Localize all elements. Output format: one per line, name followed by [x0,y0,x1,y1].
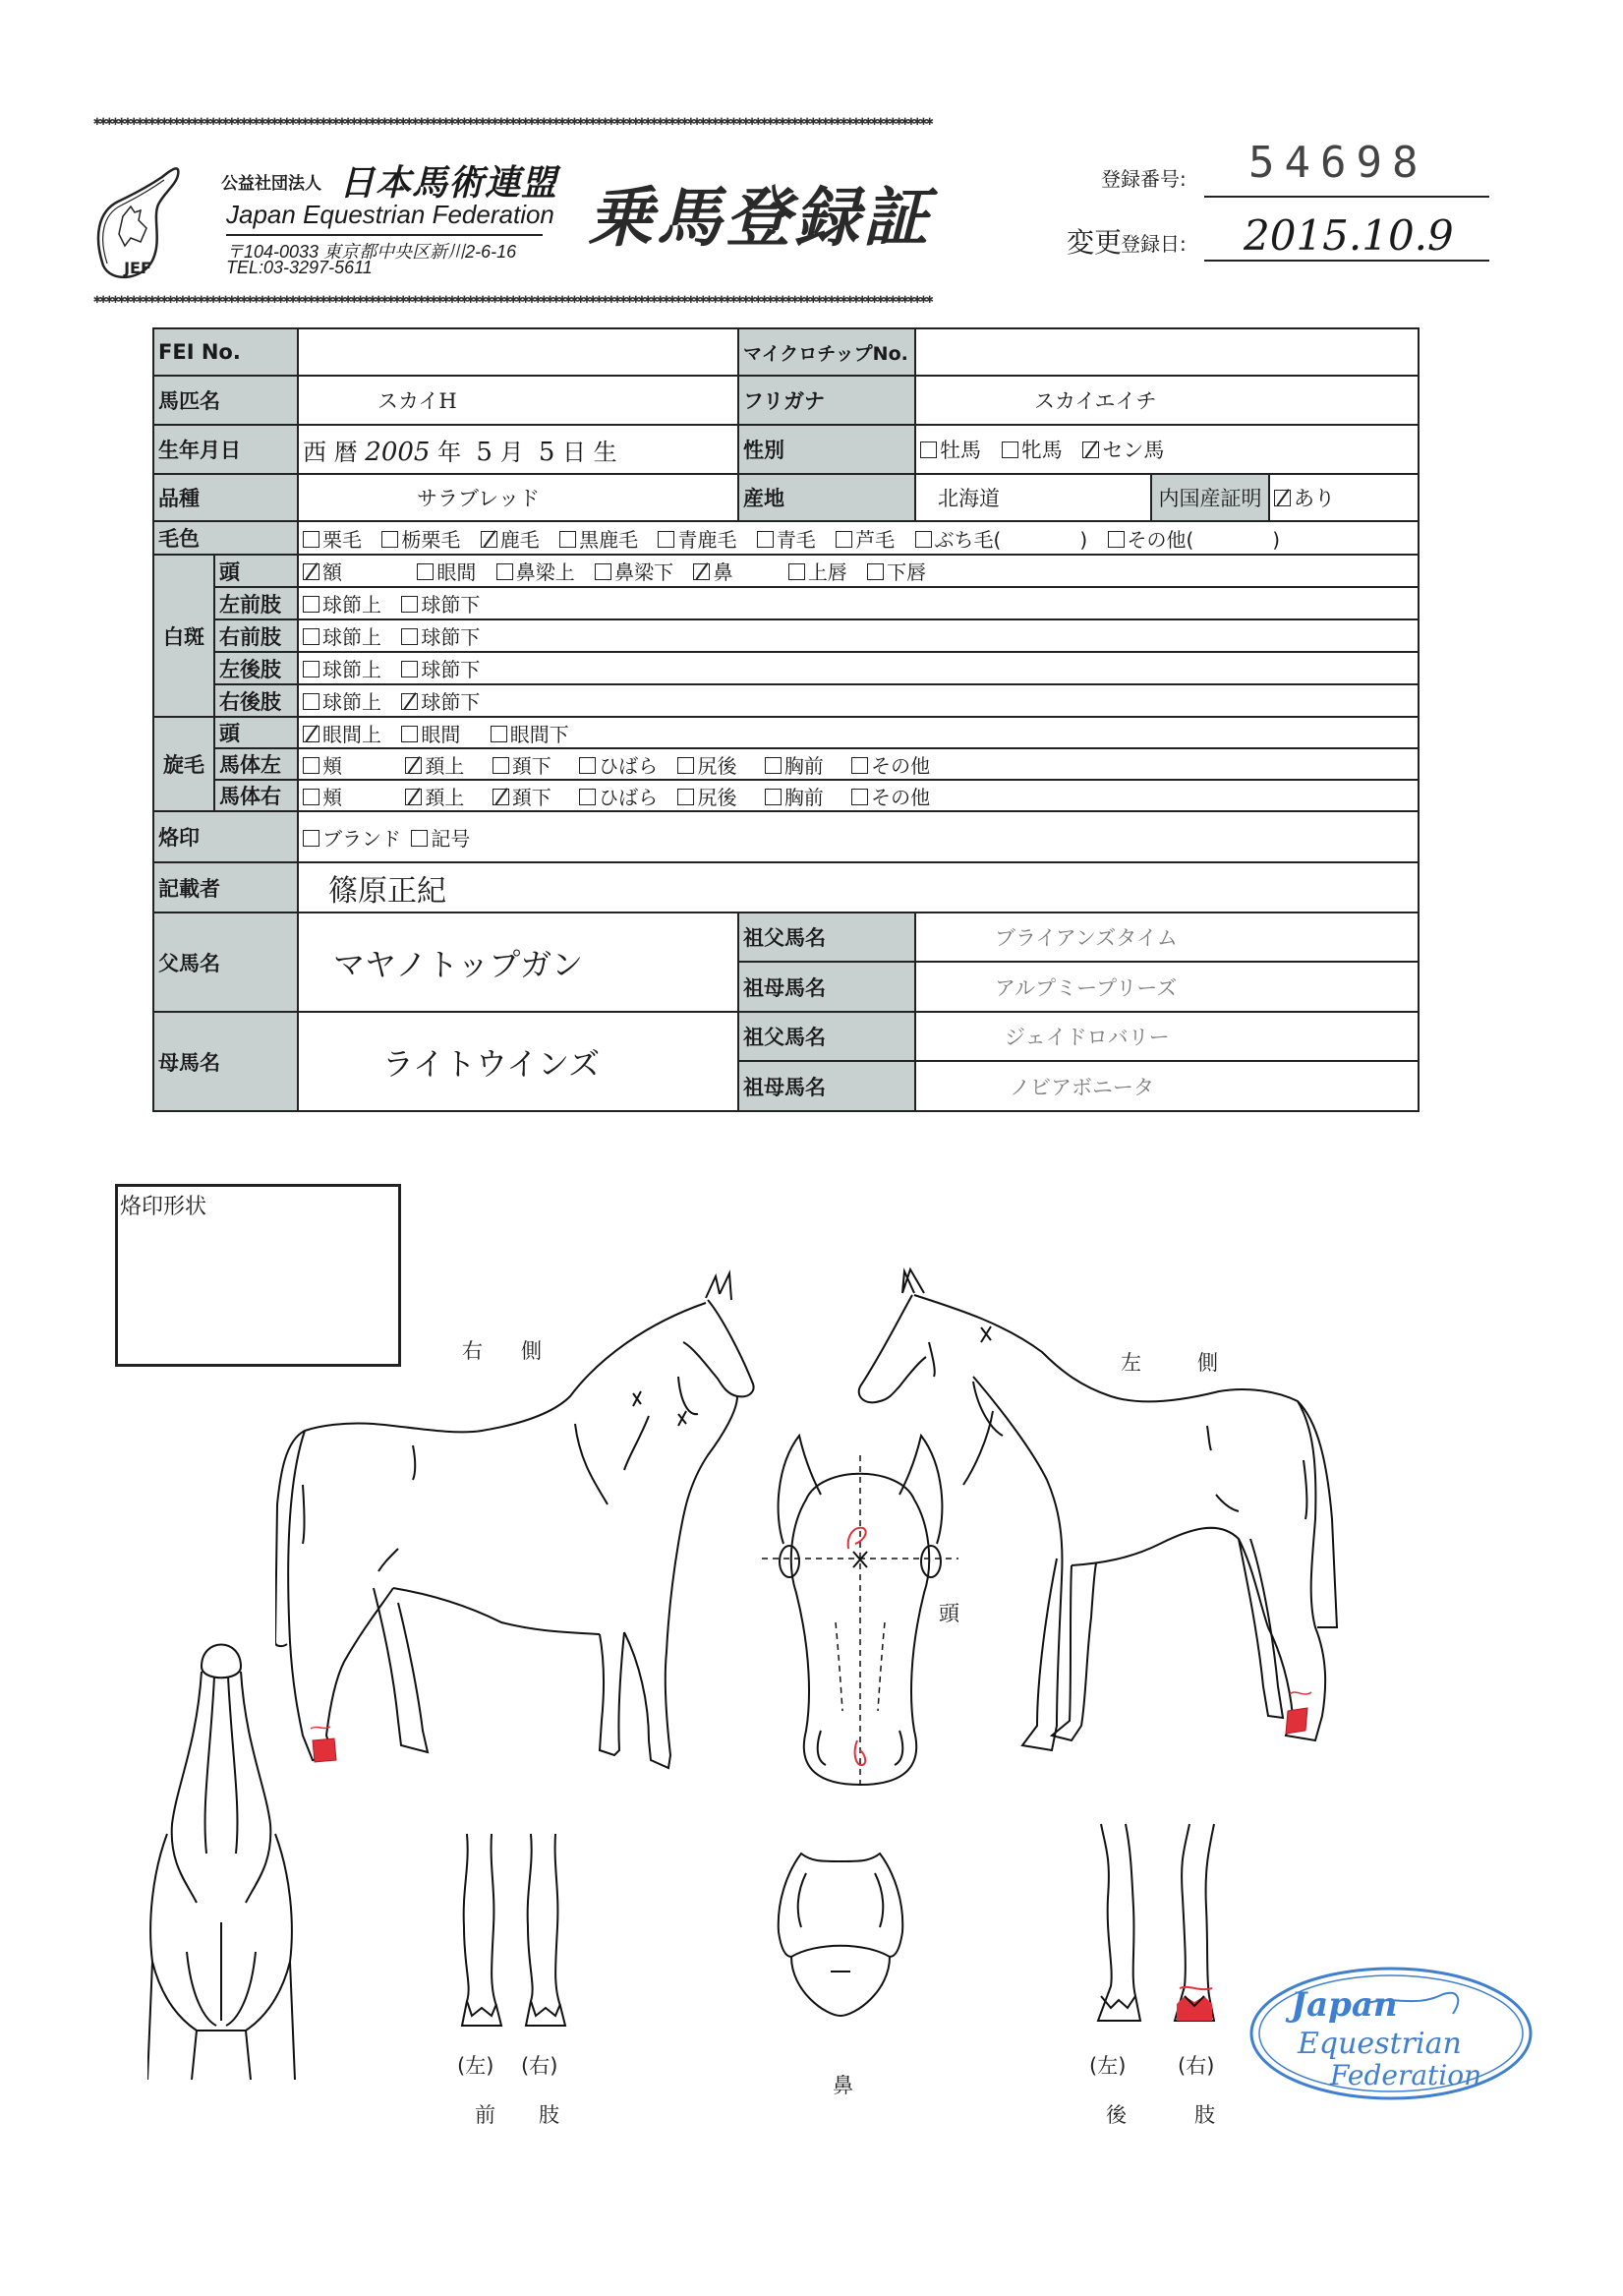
star-divider-bottom: ✱✱✱✱✱✱✱✱✱✱✱✱✱✱✱✱✱✱✱✱✱✱✱✱✱✱✱✱✱✱✱✱✱✱✱✱✱✱✱✱✱✱✱✱✱✱✱✱✱✱✱✱✱✱✱✱✱✱✱✱✱✱✱✱✱✱✱✱✱✱✱✱✱✱✱✱✱✱✱✱✱✱✱✱✱✱✱✱✱✱✱✱✱✱✱✱✱✱✱✱✱✱✱✱✱✱✱✱✱✱✱✱✱✱✱✱✱✱✱✱✱✱✱✱✱✱✱✱✱✱✱✱✱✱✱✱✱ [93,293,933,307]
nose-label: 鼻 [833,2074,853,2097]
white-part-label: 右後肢 [214,684,298,717]
row-coat [153,521,1419,555]
forelegs-diagram [452,1829,619,2035]
brand-shape-label: 烙印形状 [120,1195,207,1219]
org-name-jp: 日本馬術連盟 [339,163,558,204]
coat-option[interactable]: 栃栗毛 [381,524,460,553]
fei-value[interactable] [298,328,738,376]
white-option[interactable]: 球節上 [303,654,381,682]
registration-table [152,327,1420,1112]
whorl-option[interactable]: 頚下 [493,750,551,779]
domestic-cert-label: 内国産証明 [1151,474,1269,521]
breed-label: 品種 [153,474,298,521]
head-front-diagram [762,1406,958,1790]
coat-option[interactable]: ぶち毛( ) [915,524,1088,553]
domestic-cert-option[interactable]: あり [1269,474,1419,521]
white-part-label: 左前肢 [214,587,298,619]
row-recorder [153,862,1419,913]
whorl-option[interactable]: 胸前 [765,782,824,810]
registration-number-underline [1204,196,1489,198]
marking-right-hind-pastern [1177,1996,1212,2021]
coat-option[interactable]: その他( ) [1108,524,1281,553]
row-white-right-fore [153,619,1419,652]
birth-month-unit: 月 [499,438,524,466]
white-option[interactable]: 球節下 [401,621,480,650]
svg-text:Japan: Japan [1291,1985,1398,2025]
sire-granddam[interactable]: アルプミープリーズ [915,962,1419,1012]
document-title: 乗馬登録証 [588,180,932,256]
change-handwritten: 変更 [1067,226,1123,259]
origin-label: 産地 [738,474,915,521]
white-part-label: 右前肢 [214,619,298,652]
brand-options [298,811,1419,862]
row-whorl-body-right [153,780,1419,811]
row-dam-1 [153,1012,1419,1061]
svg-text:JEF: JEF [124,259,151,277]
registration-date-label: 登録日: [1121,232,1187,256]
org-tel: TEL:03-3297-5611 [226,258,373,277]
whorl-head-options [298,717,1419,748]
dam-granddam[interactable]: ノビアボニータ [915,1061,1419,1111]
white-option[interactable]: 鼻 [693,557,732,585]
birth-month: 5 [476,437,493,467]
coat-option[interactable]: 黒鹿毛 [559,524,638,553]
granddam-label: 祖母馬名 [738,962,915,1012]
row-fei [153,328,1419,376]
white-option[interactable]: 球節上 [303,686,381,715]
hindleg-left-label: (左) [1089,2054,1127,2078]
horse-name-label: 馬匹名 [153,376,298,425]
whorl-option[interactable]: 頚上 [405,750,464,779]
checkbox-checked[interactable] [1082,442,1099,458]
white-option[interactable]: 球節上 [303,589,381,618]
whorl-marks [633,1391,686,1426]
hindleg-caption-1: 後 [1106,2103,1127,2127]
dam[interactable]: ライトウインズ [298,1012,738,1111]
whorl-part-label: 馬体左 [214,748,298,780]
row-horse-name [153,376,1419,425]
svg-text:Equestrian: Equestrian [1298,2027,1462,2061]
coat-option[interactable]: 栗毛 [303,524,362,553]
whorl-option[interactable]: 尻後 [677,782,736,810]
sex-option-stallion[interactable]: 牡馬 [920,435,981,464]
brand-option[interactable]: 記号 [411,823,470,852]
fei-label: FEI No. [153,328,298,376]
horse-right-side-diagram [275,1249,786,1780]
whorl-part-label: 馬体右 [214,780,298,811]
white-head-options [298,555,1419,587]
coat-option[interactable]: 青鹿毛 [658,524,736,553]
brand-label: 烙印 [153,811,298,862]
row-whorl-head [153,717,1419,748]
whorl-option[interactable]: その他 [851,782,930,810]
birth-day: 5 [538,437,555,467]
coat-option[interactable]: 鹿毛 [481,524,540,553]
sex-label: 性別 [738,425,915,474]
origin[interactable]: 北海道 [915,474,1151,521]
coat-options [298,521,1419,555]
whorl-option[interactable]: ひばら [579,750,658,779]
sire-label: 父馬名 [153,913,298,1012]
whorl-option[interactable]: 頚上 [405,782,464,810]
row-white-left-fore [153,587,1419,619]
white-option[interactable]: 鼻梁上 [496,557,575,585]
row-white-right-hind [153,684,1419,717]
whorl-part-label: 頭 [214,717,298,748]
brand-option[interactable]: ブランド [303,823,401,852]
hindleg-caption-2: 肢 [1194,2103,1215,2127]
row-sire-1 [153,913,1419,962]
coat-label: 毛色 [153,521,298,555]
row-white-left-hind [153,652,1419,684]
whorl-option[interactable]: 頬 [303,782,342,810]
jef-seal-stamp [1246,1965,1536,2102]
whorl-option[interactable]: 眼間下 [491,719,569,747]
white-option[interactable]: 下唇 [867,557,926,585]
horse-name[interactable]: スカイH [298,376,738,425]
sex-option-gelding[interactable]: セン馬 [1082,435,1164,464]
whorl-option[interactable]: ひばら [579,782,658,810]
white-part-label: 頭 [214,555,298,587]
birth-era: 西 暦 [303,438,358,466]
whorl-option[interactable]: 頬 [303,750,342,779]
marking-forehead [848,1528,866,1549]
marking-right-hind-hoof [313,1738,336,1762]
white-option[interactable]: 上唇 [788,557,847,585]
marking-left-hind-hoof [1286,1708,1307,1734]
white-option[interactable]: 球節下 [401,686,480,715]
white-part-label: 左後肢 [214,652,298,684]
microchip-value[interactable] [915,328,1419,376]
sex-option-mare[interactable]: 牝馬 [1002,435,1063,464]
white-leg-options [298,619,1419,652]
dam-label: 母馬名 [153,1012,298,1111]
recorder-label: 記載者 [153,862,298,913]
microchip-label: マイクロチップNo. [738,328,915,376]
org-address: 〒104-0033 東京都中央区新川2-6-16 [226,242,517,262]
left-side-label-2: 側 [1197,1351,1218,1375]
furigana-label: フリガナ [738,376,915,425]
horse-rear-diagram [147,1627,305,2080]
recorder[interactable]: 篠原正紀 [298,862,1419,913]
row-breed [153,474,1419,521]
whorl-option[interactable]: その他 [851,750,930,779]
sex-options [915,425,1419,474]
coat-option[interactable]: 芦毛 [836,524,895,553]
checkbox-checked[interactable] [1274,490,1291,506]
white-option[interactable]: 球節下 [401,654,480,682]
whorls-label: 旋毛 [153,717,214,811]
birth-year-unit: 年 [437,438,462,466]
coat-option[interactable]: 青毛 [757,524,816,553]
registration-date: 2015.10.9 [1244,211,1454,260]
org-name-en: Japan Equestrian Federation [226,200,554,229]
whorl-option[interactable]: 頚下 [493,782,551,810]
birth-day-unit: 日 生 [562,438,617,466]
furigana[interactable]: スカイエイチ [915,376,1419,425]
registration-number-label: 登録番号: [1101,167,1187,191]
breed[interactable]: サラブレッド [298,474,738,521]
row-brand [153,811,1419,862]
registration-date-underline [1204,260,1489,262]
sire-grandsire[interactable]: ブライアンズタイム [915,913,1419,962]
white-option[interactable]: 額 [303,557,342,585]
hindleg-right-label: (右) [1178,2054,1215,2078]
white-marks-label: 白斑 [153,555,214,717]
foreleg-right-label: (右) [521,2054,558,2078]
dam-grandsire[interactable]: ジェイドロバリー [915,1012,1419,1061]
nose-diagram [767,1844,914,2021]
foreleg-caption-1: 前 [475,2103,495,2127]
sire[interactable]: マヤノトップガン [298,913,738,1012]
right-side-label-1: 右 [462,1339,483,1363]
whorl-option[interactable]: 眼間上 [303,719,381,747]
star-divider-top: ✱✱✱✱✱✱✱✱✱✱✱✱✱✱✱✱✱✱✱✱✱✱✱✱✱✱✱✱✱✱✱✱✱✱✱✱✱✱✱✱✱✱✱✱✱✱✱✱✱✱✱✱✱✱✱✱✱✱✱✱✱✱✱✱✱✱✱✱✱✱✱✱✱✱✱✱✱✱✱✱✱✱✱✱✱✱✱✱✱✱✱✱✱✱✱✱✱✱✱✱✱✱✱✱✱✱✱✱✱✱✱✱✱✱✱✱✱✱✱✱✱✱✱✱✱✱✱✱✱✱✱✱✱✱✱✱✱ [93,115,933,129]
whorl-body-right-options [298,780,1419,811]
svg-text:Federation: Federation [1330,2059,1482,2091]
whorl-marks [981,1326,991,1342]
checkbox[interactable] [920,442,937,458]
whorl-body-left-options [298,748,1419,780]
org-prefix: 公益社団法人 [221,174,321,194]
white-leg-options [298,684,1419,717]
white-leg-options [298,587,1419,619]
foreleg-caption-2: 肢 [539,2103,559,2127]
whorl-option[interactable]: 胸前 [765,750,824,779]
row-birth [153,425,1419,474]
white-leg-options [298,652,1419,684]
checkbox[interactable] [1002,442,1018,458]
registration-number: 54698 [1248,138,1428,188]
right-side-label-2: 側 [521,1339,542,1363]
left-side-label-1: 左 [1121,1351,1141,1375]
white-option[interactable]: 球節下 [401,589,480,618]
row-white-head [153,555,1419,587]
whorl-option[interactable]: 眼間 [401,719,460,747]
row-whorl-body-left [153,748,1419,780]
white-option[interactable]: 鼻梁下 [595,557,673,585]
jef-logo [93,157,182,285]
birth-label: 生年月日 [153,425,298,474]
grandsire-label: 祖父馬名 [738,913,915,962]
birth-date[interactable] [298,425,738,474]
org-divider [226,234,543,236]
whorl-option[interactable]: 尻後 [677,750,736,779]
granddam-label: 祖母馬名 [738,1061,915,1111]
hindlegs-diagram [1086,1819,1253,2035]
foreleg-left-label: (左) [457,2054,494,2078]
white-option[interactable]: 球節上 [303,621,381,650]
white-option[interactable]: 眼間 [417,557,476,585]
head-label: 頭 [939,1602,959,1625]
grandsire-label: 祖父馬名 [738,1012,915,1061]
birth-year: 2005 [365,437,431,467]
